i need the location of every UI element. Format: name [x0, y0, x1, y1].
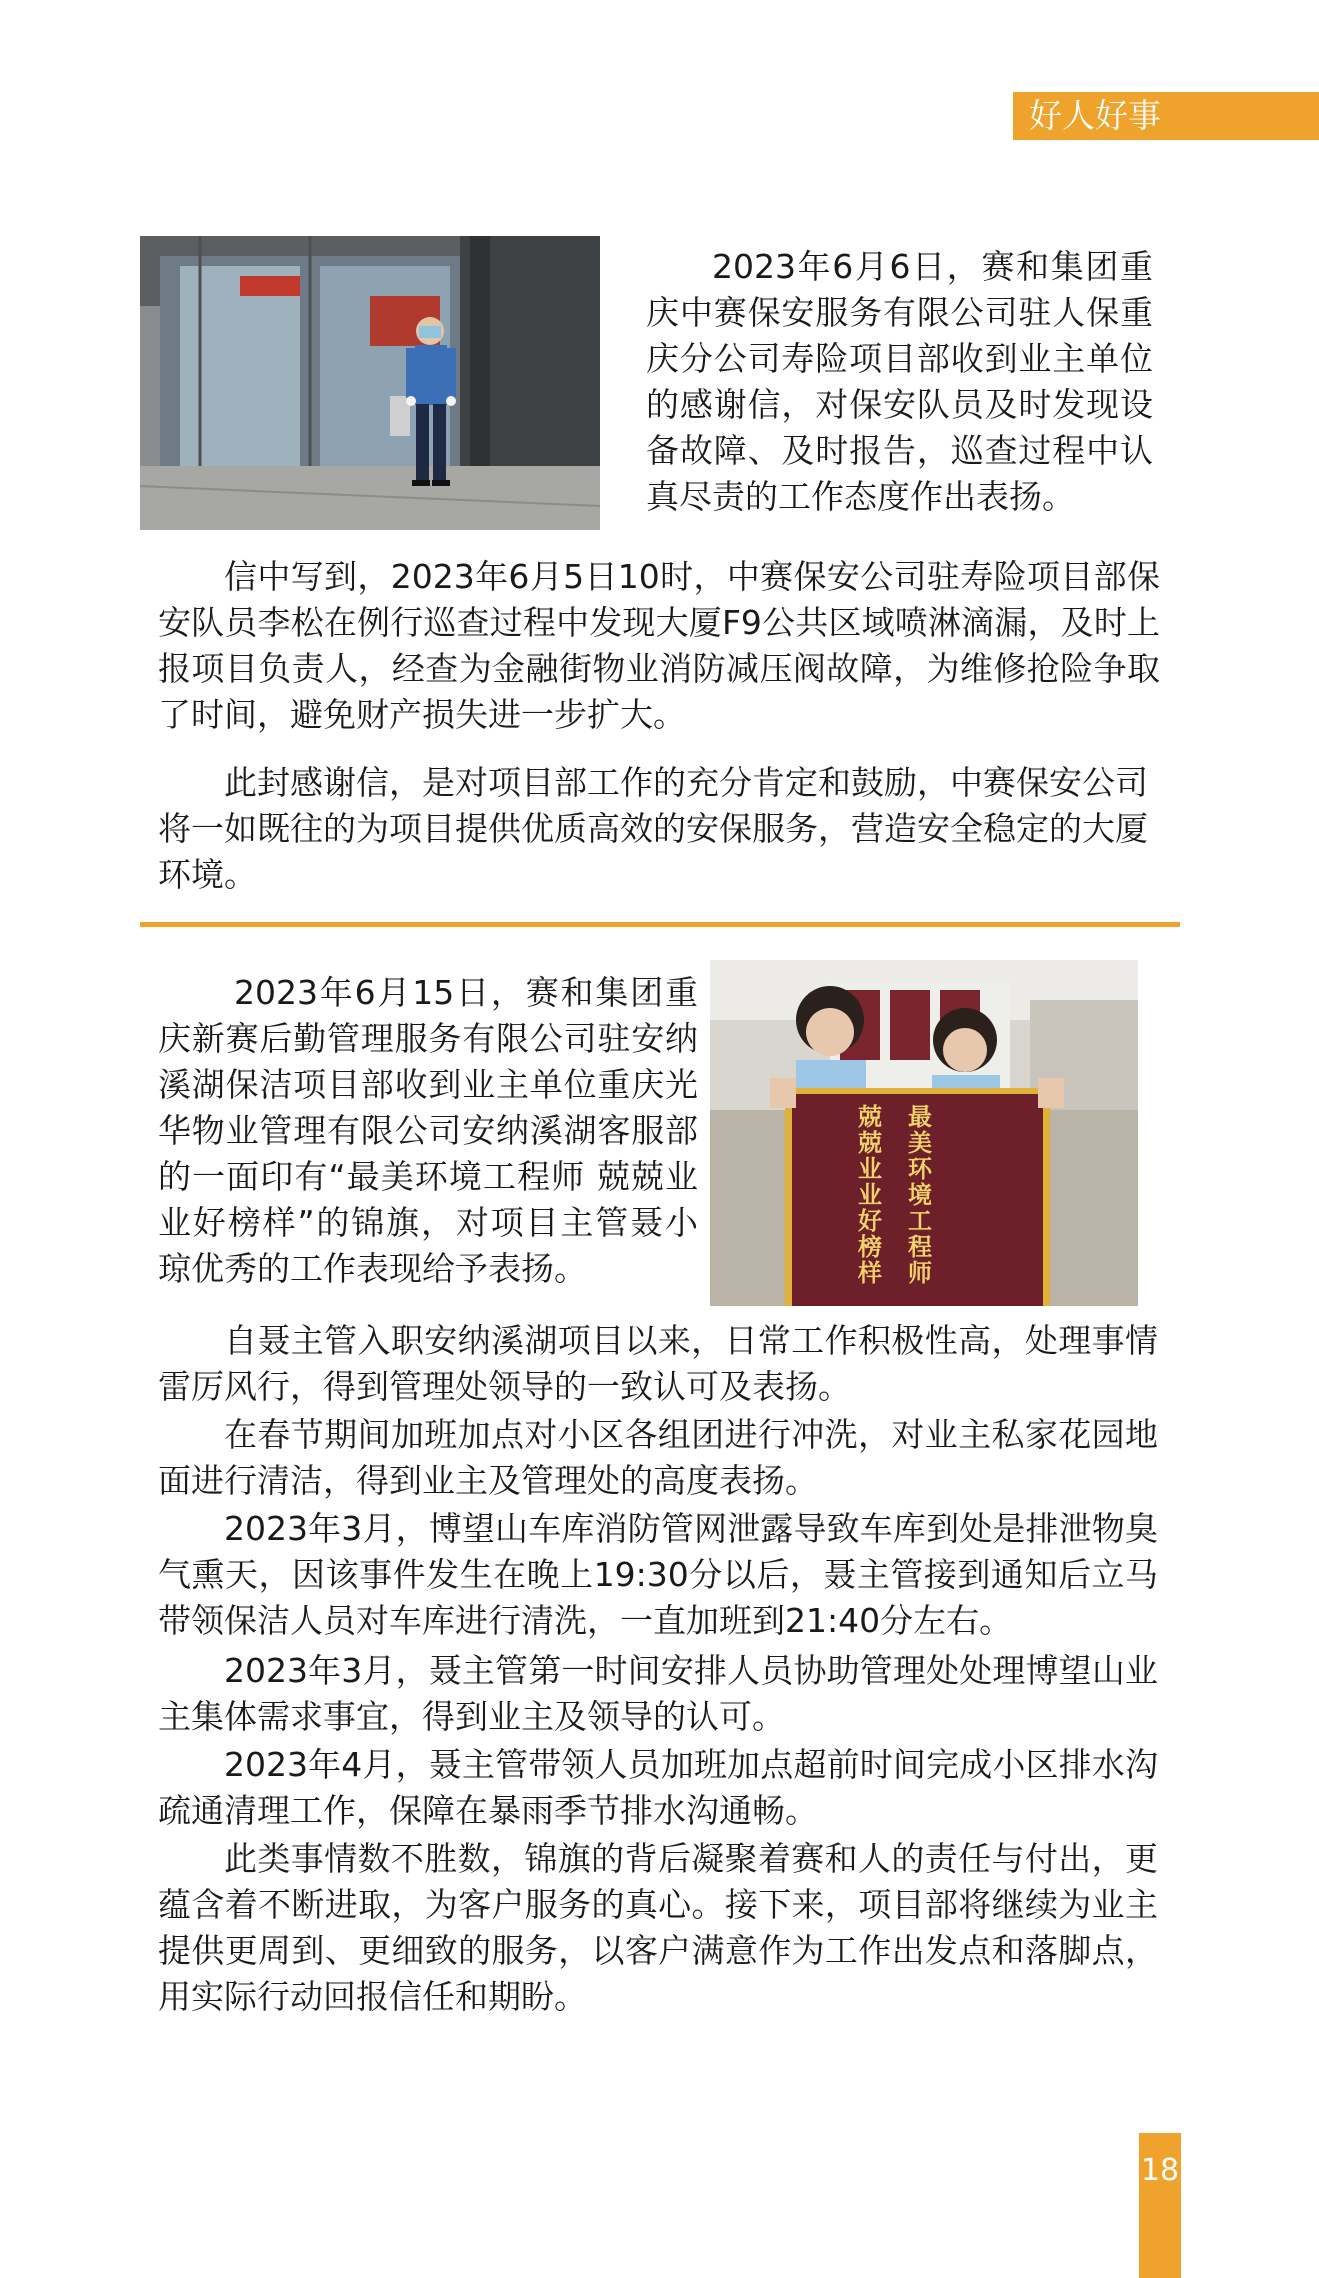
page-number: 18 — [1139, 2133, 1181, 2278]
banner-award-photo — [710, 960, 1138, 1306]
banner-award-illustration — [710, 960, 1138, 1306]
story2-paragraph-4: 2023年3月，聂主管第一时间安排人员协助管理处处理博望山业主集体需求事宜，得到业主及领导的认可。 — [158, 1651, 1158, 1736]
banner-text-left: 兢兢业业好榜样 — [858, 1102, 882, 1287]
story1-lead: 2023年6月6日，赛和集团重庆中赛保安服务有限公司驻人保重庆分公司寿险项目部收到业主单位的感谢信，对保安队员及时发现设备故障、及时报告，巡查过程中认真尽责的工作态度作出表扬。 — [646, 247, 1153, 516]
story2-paragraph-5: 2023年4月，聂主管带领人员加班加点超前时间完成小区排水沟疏通清理工作，保障在暴雨季节排水沟通畅。 — [158, 1745, 1158, 1830]
section-divider — [140, 922, 1180, 927]
security-guard-photo — [140, 236, 600, 530]
story2-paragraph-6: 此类事情数不胜数，锦旗的背后凝聚着赛和人的责任与付出，更蕴含着不断进取，为客户服务的真心。接下来，项目部将继续为业主提供更周到、更细致的服务，以客户满意作为工作出发点和落脚点，用实际行动回报信任和期盼。 — [158, 1839, 1158, 2016]
story1-paragraph-1: 信中写到，2023年6月5日10时，中赛保安公司驻寿险项目部保安队员李松在例行巡查过程中发现大厦F9公共区域喷淋滴漏，及时上报项目负责人，经查为金融街物业消防减压阀故障，为维修抢险争取了时间，避免财产损失进一步扩大。 — [158, 557, 1160, 734]
story2-paragraph-2: 在春节期间加班加点对小区各组团进行冲洗，对业主私家花园地面进行清洁，得到业主及管理处的高度表扬。 — [158, 1415, 1158, 1500]
story2-paragraph-1: 自聂主管入职安纳溪湖项目以来，日常工作积极性高，处理事情雷厉风行，得到管理处领导的一致认可及表扬。 — [158, 1321, 1158, 1406]
security-guard-illustration — [140, 236, 600, 530]
banner-text-right: 最美环境工程师 — [908, 1102, 932, 1287]
story2-lead: 2023年6月15日，赛和集团重庆新赛后勤管理服务有限公司驻安纳溪湖保洁项目部收到业主单位重庆光华物业管理有限公司安纳溪湖客服部的一面印有“最美环境工程师 兢兢业业好榜样”的锦旗，对项目主管聂小琼优秀的工作表现给予表扬。 — [158, 973, 698, 1288]
story2-paragraph-3: 2023年3月，博望山车库消防管网泄露导致车库到处是排泄物臭气熏天，因该事件发生在晚上19:30分以后，聂主管接到通知后立马带领保洁人员对车库进行清洗，一直加班到21:40分左右。 — [158, 1509, 1158, 1640]
section-tag: 好人好事 — [1013, 92, 1319, 140]
story1-paragraph-2: 此封感谢信，是对项目部工作的充分肯定和鼓励，中赛保安公司将一如既往的为项目提供优质高效的安保服务，营造安全稳定的大厦环境。 — [158, 763, 1148, 894]
